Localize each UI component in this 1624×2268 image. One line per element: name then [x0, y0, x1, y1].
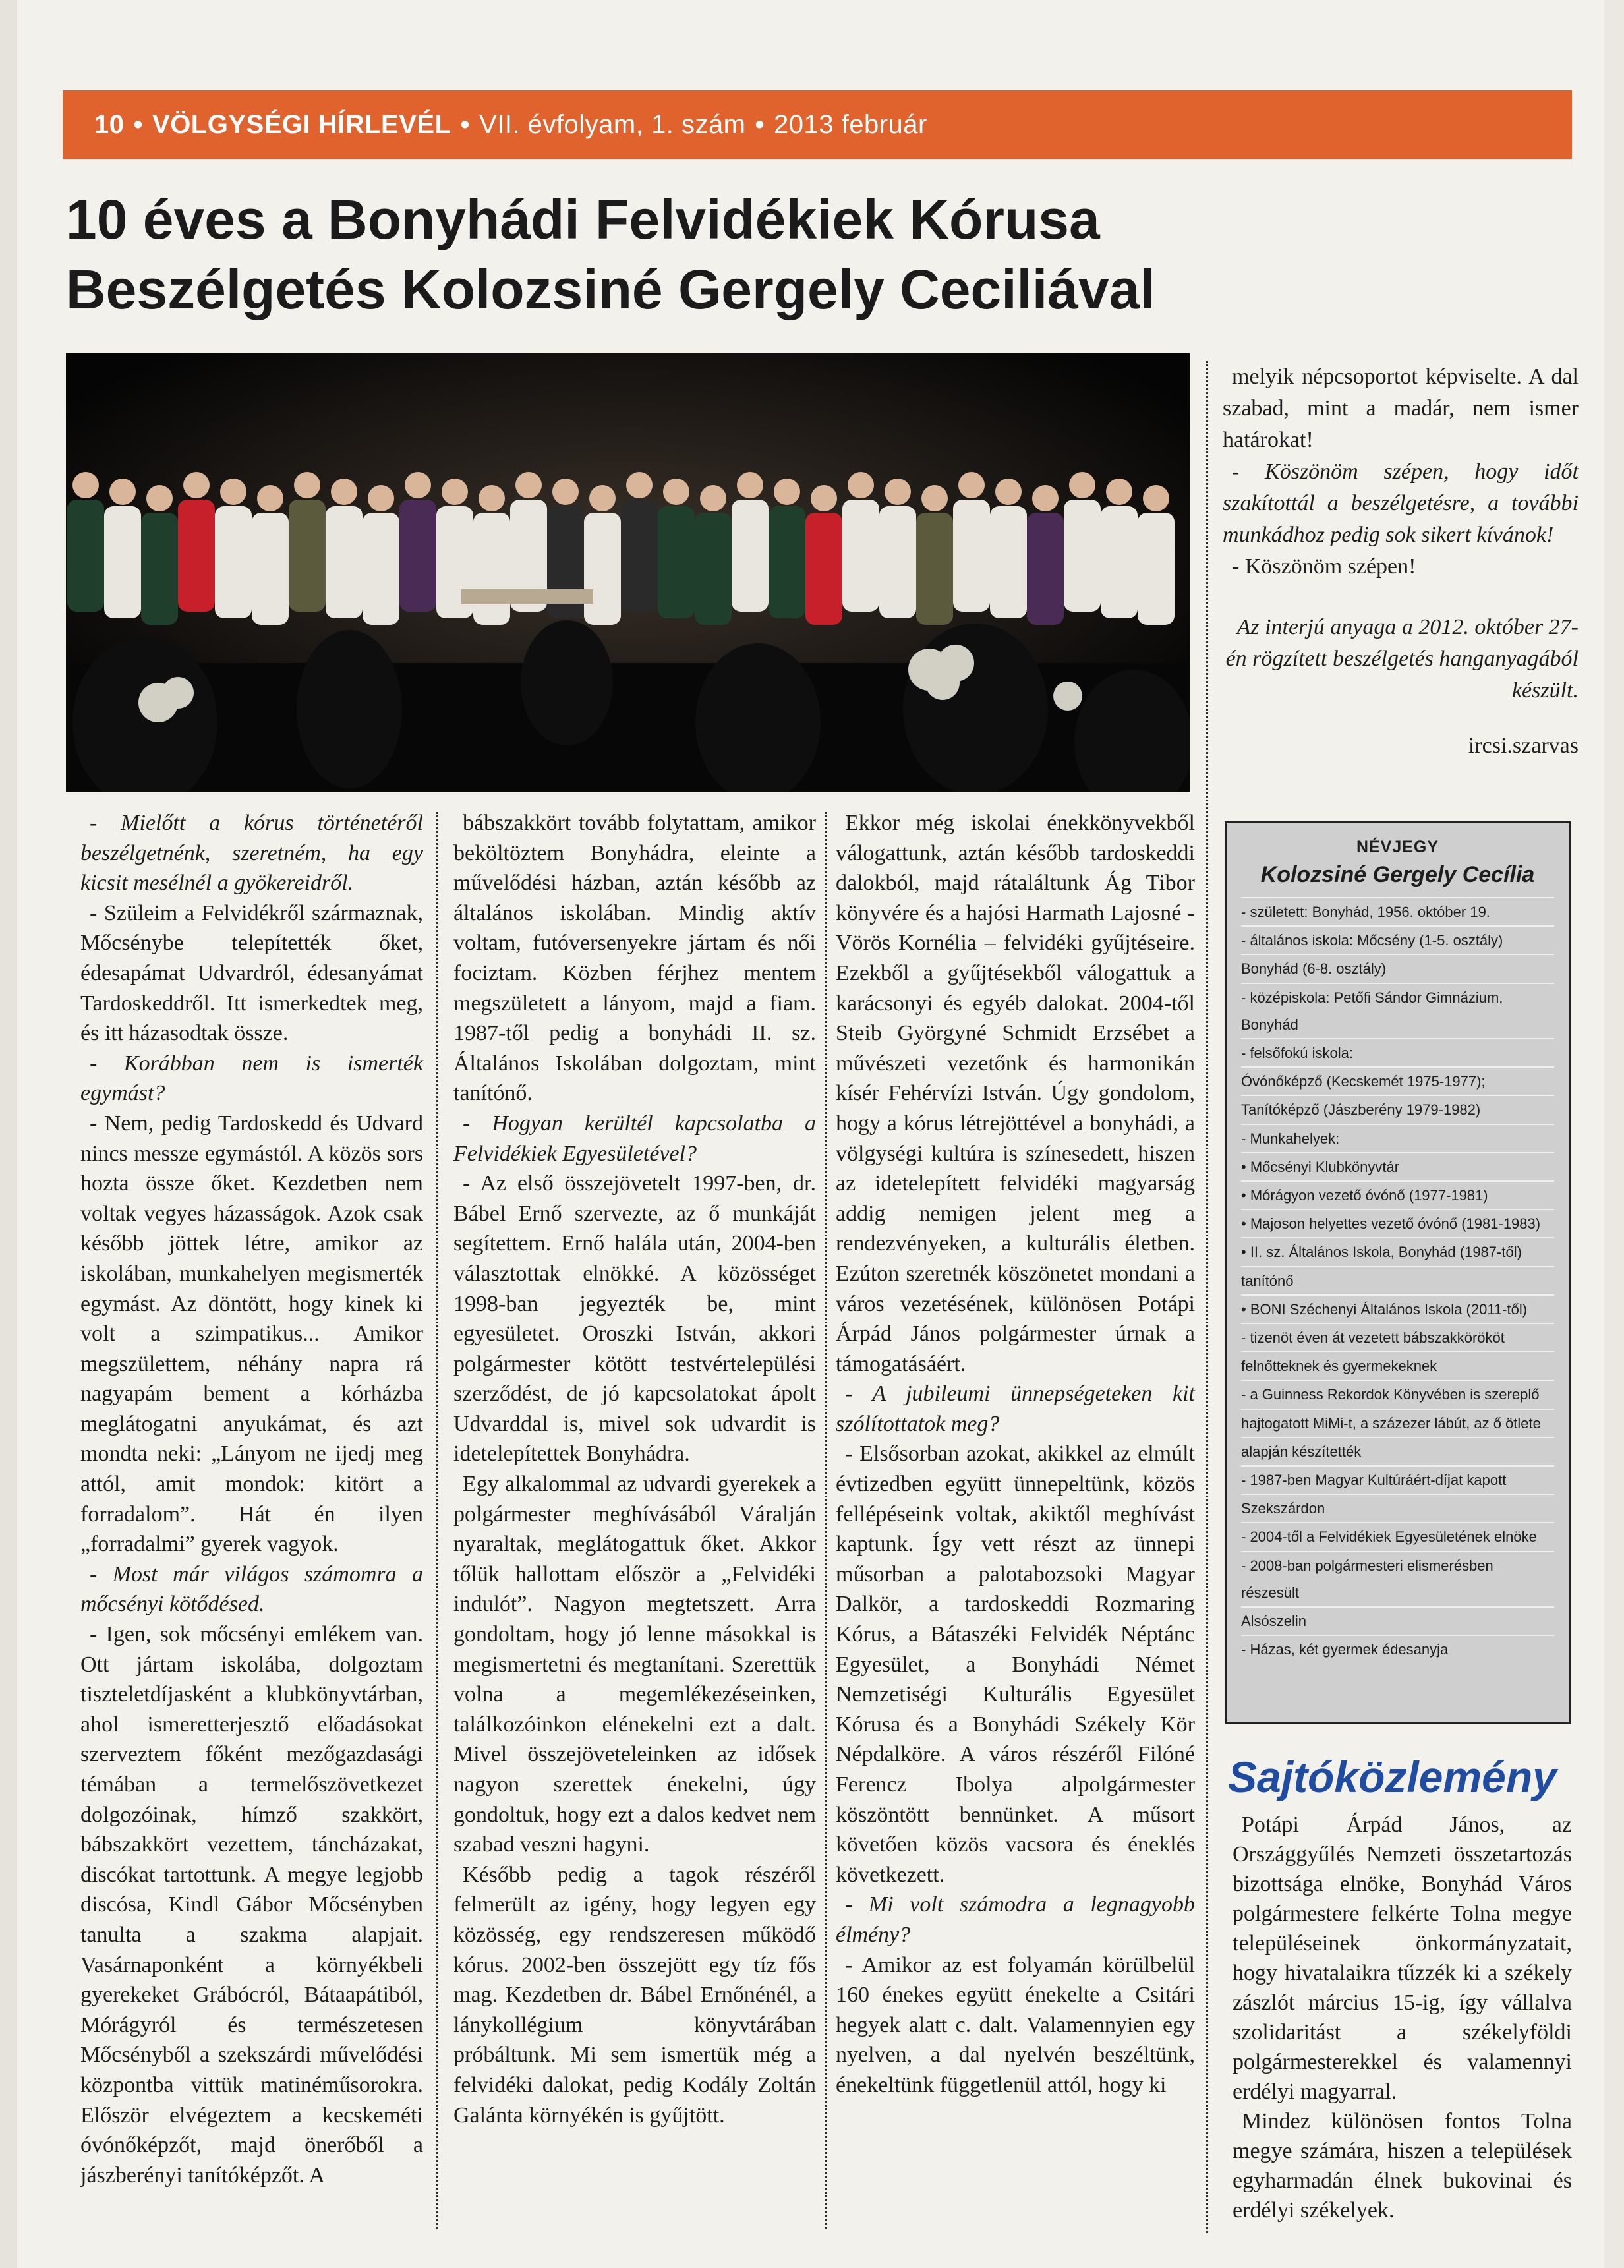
- column-4-body: [1223, 361, 1579, 583]
- singer-head: [958, 472, 985, 498]
- singer-body: [1064, 500, 1101, 612]
- choir-photo-illustration: [66, 353, 1190, 792]
- singer-head: [405, 472, 431, 498]
- singer-head: [183, 472, 210, 498]
- page-edge-left: [0, 0, 17, 2268]
- issue-date: 2013 február: [774, 109, 927, 139]
- profile-item: - 2004-től a Felvidékiek Egyesületének elnöke: [1241, 1522, 1554, 1550]
- profile-item: - Házas, két gyermek édesanyja: [1241, 1635, 1554, 1663]
- interview-question: - Korábban nem is ismerték egymást?: [80, 1051, 423, 1106]
- singer-head: [737, 472, 763, 498]
- singer-head: [331, 479, 357, 505]
- singer-body: [215, 506, 252, 618]
- profile-item: - a Guinness Rekordok Könyvében is szereplő: [1241, 1380, 1554, 1408]
- issue-label: VII. évfolyam, 1. szám: [479, 109, 746, 139]
- singer-body: [362, 513, 399, 625]
- singer-head: [700, 485, 726, 511]
- singer-head: [72, 472, 99, 498]
- singer-body: [695, 513, 732, 625]
- singer-body: [842, 500, 879, 612]
- interview-paragraph: - Amikor az est folyamán körülbelül 160 énekes együtt énekelte a Csitári hegyek alatt c. dalt. Valamennyien egy nyelven, a dal nyelvén beszéltünk, énekeltünk függetlenül attól, hogy ki: [836, 1952, 1195, 2097]
- profile-name: Kolozsiné Gergely Cecília: [1260, 862, 1535, 887]
- interview-question: - Mielőtt a kórus történetéről beszélgetnénk, szeretném, ha egy kicsit mesélnél a gyökereidről.: [80, 811, 423, 896]
- interview-question: - Köszönöm szépen, hogy időt szakítottál a beszélgetésre, a további munkádhoz pedig sok sikert kívánok!: [1223, 459, 1579, 547]
- profile-list: [1241, 897, 1554, 1663]
- profile-item: - középiskola: Petőfi Sándor Gimnázium, Bonyhád: [1241, 983, 1554, 1038]
- singer-body: [473, 513, 510, 625]
- press-release-body: [1232, 1810, 1572, 2225]
- singer-body: [178, 500, 215, 612]
- press-release-title: Sajtóközlemény: [1228, 1753, 1557, 1801]
- article-column-3: [836, 808, 1195, 2101]
- column-divider: [825, 812, 827, 2229]
- singer-body: [990, 506, 1027, 618]
- singer-head: [1143, 485, 1169, 511]
- singer-body: [399, 500, 436, 612]
- profile-item: - Munkahelyek:: [1241, 1124, 1554, 1152]
- profile-item: Tanítóképző (Jászberény 1979-1982): [1241, 1095, 1554, 1123]
- page-number: 10: [94, 109, 125, 139]
- singer-body: [953, 500, 990, 612]
- profile-item: alapján készítették: [1241, 1437, 1554, 1465]
- singer-head: [442, 479, 468, 505]
- singer-head: [626, 472, 652, 498]
- singer-head: [1069, 472, 1095, 498]
- singer-head: [294, 472, 320, 498]
- profile-item: - 2008-ban polgármesteri elismerésben részesült: [1241, 1551, 1554, 1606]
- choir-photo: [66, 353, 1190, 792]
- singer-body: [879, 506, 916, 618]
- singer-body: [658, 506, 695, 618]
- singer-body: [805, 513, 842, 625]
- singer-head: [774, 479, 800, 505]
- singer-body: [584, 513, 621, 625]
- singer-head: [589, 485, 616, 511]
- singer-body: [1101, 506, 1138, 618]
- article-title-line2: Beszélgetés Kolozsiné Gergely Ceciliával: [66, 258, 1155, 320]
- article-column-4: [1223, 361, 1579, 762]
- article-title: [66, 185, 1186, 324]
- profile-item: - felsőfokú iskola:: [1241, 1038, 1554, 1066]
- article-column-1: [80, 808, 423, 2190]
- singer-head: [1106, 479, 1132, 505]
- singer-head: [884, 479, 911, 505]
- article-column-2: [453, 808, 816, 2130]
- profile-item: - általános iskola: Mőcsény (1-5. osztály): [1241, 925, 1554, 954]
- singer-head: [109, 479, 136, 505]
- column-divider: [1206, 361, 1208, 2233]
- profile-item: - született: Bonyhád, 1956. október 19.: [1241, 897, 1554, 925]
- profile-item: Óvónőképző (Kecskemét 1975-1977);: [1241, 1066, 1554, 1095]
- singer-body: [252, 513, 289, 625]
- singer-head: [995, 479, 1022, 505]
- profile-item: • Mőcsényi Klubkönyvtár: [1241, 1152, 1554, 1180]
- profile-item: felnőtteknek és gyermekeknek: [1241, 1351, 1554, 1380]
- profile-item: • II. sz. Általános Iskola, Bonyhád (1987-től): [1241, 1237, 1554, 1265]
- interview-paragraph: - Köszönöm szépen!: [1232, 554, 1416, 579]
- profile-item: hajtogatott MiMi-t, a százezer lábút, az ő ötlete: [1241, 1409, 1554, 1437]
- interview-paragraph: bábszakkört tovább folytattam, amikor beköltöztem Bonyhádra, eleinte a művelődési házban, aztán később az általános iskolában. Mindig aktív voltam, futóversenyekre jártam és női fociztam. Közben férjhez mentem megszületett a lányom, majd a fiam. 1987-től pedig a bonyhádi II. sz. Általános Iskolában dolgoztam, mint tanítónő.: [453, 811, 816, 1106]
- singer-body: [104, 506, 141, 618]
- column-divider: [436, 812, 438, 2229]
- press-paragraph: Mindez különösen fontos Tolna megye számára, hiszen a települések egyharmadán élnek bukovinai és erdélyi székelyek.: [1232, 2109, 1572, 2223]
- profile-item: - tizenöt éven át vezetett bábszakkörököt: [1241, 1323, 1554, 1351]
- singer-body: [732, 500, 768, 612]
- interview-paragraph: Később pedig a tagok részéről felmerült az igény, hogy legyen egy közösség, egy rendszeresen működő kórus. 2002-ben összejött egy tíz fős mag. Kezdetben dr. Bábel Ernőnénél, a lánykollégium könyvtárában próbáltunk. Mi sem ismertük még a felvidéki dalokat, pedig Kodály Zoltán Galánta környékén is gyűjtött.: [453, 1862, 816, 2128]
- singer-body: [67, 500, 104, 612]
- source-note: Az interjú anyaga a 2012. október 27-én rögzített beszélgetés hanganyagából készült.: [1225, 615, 1579, 703]
- singer-head: [921, 485, 948, 511]
- page-edge-right: [1604, 0, 1624, 2268]
- singer-body: [621, 500, 658, 612]
- singer-head: [663, 479, 689, 505]
- profile-box: [1225, 821, 1571, 1724]
- singer-head: [848, 472, 874, 498]
- interview-paragraph: Egy alkalommal az udvardi gyerekek a polgármester meghívásából Váralján nyaraltak, meglátogattuk őket. Akkor tőlük hallottam először a „Felvidéki indulót”. Nagyon megtetszett. Arra gondoltam, hogy jó lenne másokkal is megismertetni és megtanítani. Szerettük volna a megemlékezéseinken, találkozóinkon elénekelni ezt a dalt. Mivel összejöveteleinken az idősek nagyon szerettek énekelni, úgy gondoltuk, hogy ezt a dalos kedvet nem szabad veszni hagyni.: [453, 1472, 816, 1857]
- interview-paragraph: melyik népcsoportot képviselte. A dal szabad, mint a madár, nem ismer határokat!: [1223, 364, 1579, 452]
- article-title-line1: 10 éves a Bonyhádi Felvidékiek Kórusa: [66, 189, 1100, 250]
- profile-item: • Majoson helyettes vezető óvónő (1981-1983): [1241, 1209, 1554, 1237]
- singer-body: [768, 506, 805, 618]
- article-author: ircsi.szarvas: [1468, 734, 1579, 758]
- singer-head: [146, 485, 173, 511]
- interview-paragraph: - Szüleim a Felvidékről származnak, Mőcsénybe telepítették őket, édesapámat Udvardról, édesanyámat Tardoskeddről. Itt ismerkedtek meg, és itt házasodtak össze.: [80, 900, 423, 1046]
- publication-name: VÖLGYSÉGI HÍRLEVÉL: [152, 109, 451, 139]
- profile-item: Alsószelin: [1241, 1606, 1554, 1635]
- interview-paragraph: - Az első összejövetelt 1997-ben, dr. Bábel Ernő szervezte, az ő munkáját segítettem. Ernő halála után, 2004-ben választottak elnökké. A közösséget 1998-ban jegyezték be, mint egyesületet. Oroszki István, akkori polgármester kötött testvértelepülési szerződést, de jó kapcsolatokat ápolt Udvarddal is, mivel sok udvardit is idetelepítettek Bonyhádra.: [453, 1171, 816, 1467]
- interview-question: - A jubileumi ünnepségeteken kit szólítottatok meg?: [836, 1381, 1195, 1436]
- singer-body: [141, 513, 178, 625]
- singer-head: [515, 472, 542, 498]
- interview-paragraph: - Elsősorban azokat, akikkel az elmúlt évtizedben együtt ünnepeltünk, közös fellépéseink voltak, akiktől meghívást kaptunk. Így vett részt az ünnepi műsorban a palotabozsoki Magyar Dalkör, a tardoskeddi Rozmaring Kórus, a Bátaszéki Felvidék Néptánc Egyesület, a Bonyhádi Német Nemzetiségi Kulturális Egyesület Kórusa és a Bonyhádi Székely Kör Népdalköre. A város részéről Filóné Ferencz Ibolya alpolgármester köszöntött bennünket. A műsort követően közös vacsora és éneklés következett.: [836, 1441, 1195, 1887]
- singer-head: [811, 485, 837, 511]
- singer-head: [257, 485, 283, 511]
- singer-body: [326, 506, 362, 618]
- singer-body: [289, 500, 326, 612]
- singer-head: [1032, 485, 1058, 511]
- profile-item: Szekszárdon: [1241, 1494, 1554, 1522]
- page-header-bar: 10 • VÖLGYSÉGI HÍRLEVÉL • VII. évfolyam, 1. szám • 2013 február: [63, 90, 1572, 159]
- singer-body: [916, 513, 953, 625]
- interview-question: - Hogyan kerültél kapcsolatba a Felvidékiek Egyesületével?: [453, 1111, 816, 1166]
- interview-paragraph: - Nem, pedig Tardoskedd és Udvard nincs messze egymástól. A közös sors hozta össze őket. Kezdetben nem voltak vegyes házasságok. Azok csak később jöttek létre, amikor az iskolában, munkahelyen megismerték egymást. Az döntött, hogy kinek ki volt a szimpatikus... Amikor megszülettem, néhány napra rá nagyapám bement a kórházba meglátogatni anyukámat, és azt mondta neki: „Lányom ne ijedj meg attól, amit mondok: kitört a forradalom”. Hát én ilyen „forradalmi” gyerek vagyok.: [80, 1111, 423, 1557]
- press-paragraph: Potápi Árpád János, az Országgyűlés Nemzeti összetartozás bizottsága elnöke, Bonyhád Város polgármestere felkérte Tolna megye településeinek önkormányzatait, hogy hivatalaikra tűzzék ki a székely zászlót március 15-ig, így vállalva szolidaritást a székelyföldi polgármesterekkel és valamennyi erdélyi magyarral.: [1232, 1813, 1572, 2104]
- singer-head: [478, 485, 505, 511]
- singer-body: [1138, 513, 1174, 625]
- interview-question: - Mi volt számodra a legnagyobb élmény?: [836, 1892, 1195, 1947]
- profile-item: • Mórágyon vezető óvónő (1977-1981): [1241, 1180, 1554, 1209]
- profile-item: • BONI Széchenyi Általános Iskola (2011-től): [1241, 1294, 1554, 1323]
- profile-box-label: NÉVJEGY: [1356, 838, 1439, 856]
- singer-head: [552, 479, 579, 505]
- profile-item: tanítónő: [1241, 1266, 1554, 1294]
- interview-question: - Most már világos számomra a mőcsényi kötődésed.: [80, 1561, 423, 1617]
- singer-head: [368, 485, 394, 511]
- interview-paragraph: - Igen, sok mőcsényi emlékem van. Ott jártam iskolába, dolgoztam tiszteletdíjasként a klubkönyvtárban, ahol ismeretterjesztő előadásokat szerveztem főként mezőgazdasági témában a termelőszövetkezet dolgozóinak, hímző szakkört, bábszakkört vezettem, táncházakat, discókat tartottunk. A megye legjobb discósa, Kindl Gábor Mőcsényben tanulta a szakma alapjait. Vasárnaponként a környékbeli gyerekeket Grábócról, Bátaapátiból, Mórágyról és természetesen Mőcsényből a szekszárdi művelődési központba vittük matinéműsorokra. Először elvégeztem a kecskeméti óvónőképzőt, majd önerőből a jászberényi tanítóképzőt. A: [80, 1622, 423, 2188]
- profile-item: - 1987-ben Magyar Kultúráért-díjat kapott: [1241, 1465, 1554, 1494]
- singer-body: [1027, 513, 1064, 625]
- interview-paragraph: Ekkor még iskolai énekkönyvekből válogattunk, aztán később tardoskeddi dalokból, majd rátaláltunk Ág Tibor könyvére és a hajósi Harmath Lajosné - Vörös Kornélia – felvidéki gyűjtéseire. Ezekből a gyűjtésekből válogattuk a karácsonyi és egyéb dalokat. 2004-től Steib Györgyné Schmidt Erzsébet a művészeti vezetőnk és harmonikán kísér Fehérvízi István. Úgy gondolom, hogy a kórus létrejöttével a bonyhádi, a völgységi kultúra is színesedett, hiszen az idetelepített felvidéki magyarság addig nemigen jelent meg a rendezvényeken, a kulturális életben. Ezúton szeretnék köszönetet mondani a város vezetésének, különösen Potápi Árpád János polgármester úrnak a támogatásáért.: [836, 811, 1195, 1376]
- singer-head: [220, 479, 246, 505]
- profile-item: Bonyhád (6-8. osztály): [1241, 954, 1554, 982]
